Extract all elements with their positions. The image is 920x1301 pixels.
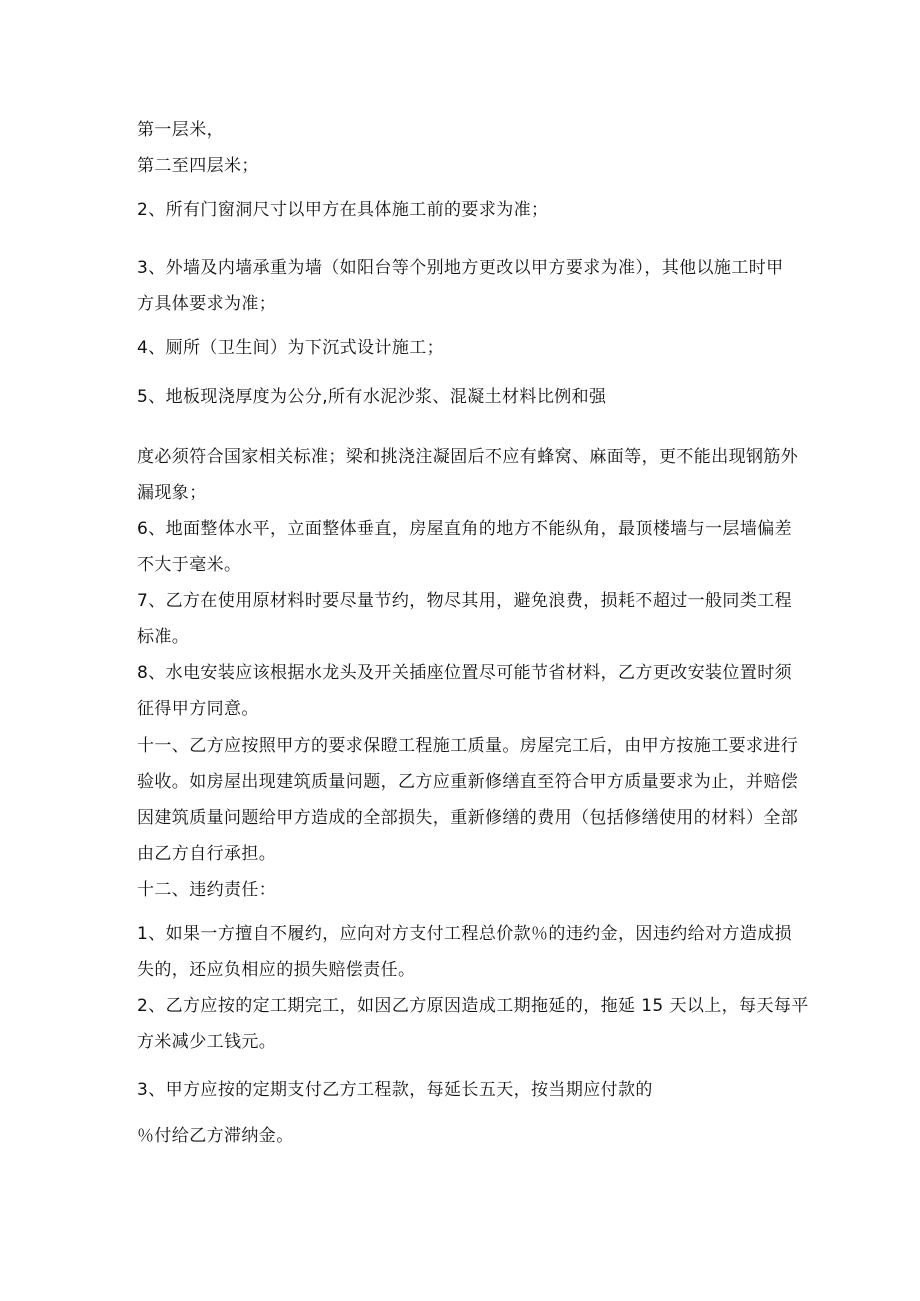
text-line-18: 因建筑质量问题给甲方造成的全部损失，重新修缮的费用（包括修缮使用的材料）全部 <box>137 808 799 828</box>
text-line-26: ％付给乙方滞纳金。 <box>137 1126 294 1146</box>
text-line-10: 6、地面整体水平，立面整体垂直，房屋直角的地方不能纵角，最顶楼墙与一层墙偏差 <box>137 519 793 539</box>
text-line-20: 十二、违约责任： <box>137 880 277 900</box>
text-line-21: 1、如果一方擅自不履约，应向对方支付工程总价款％的违约金，因违约给对方造成损 <box>137 924 793 944</box>
text-line-1: 第一层米， <box>137 120 224 140</box>
text-line-16: 十一、乙方应按照甲方的要求保瞪工程施工质量。房屋完工后，由甲方按施工要求进行 <box>137 736 799 756</box>
text-line-5: 方具体要求为准； <box>137 294 277 314</box>
text-line-24: 方米减少工钱元。 <box>137 1032 277 1052</box>
text-line-9: 漏现象； <box>137 483 207 503</box>
text-line-2: 第二至四层米； <box>137 156 259 176</box>
text-line-12: 7、乙方在使用原材料时要尽量节约，物尽其用，避免浪费，损耗不超过一般同类工程 <box>137 591 793 611</box>
text-line-3: 2、所有门窗洞尺寸以甲方在具体施工前的要求为准； <box>137 200 549 220</box>
text-line-25: 3、甲方应按的定期支付乙方工程款，每延长五天，按当期应付款的 <box>137 1080 653 1100</box>
text-line-11: 不大于毫米。 <box>137 555 242 575</box>
text-line-19: 由乙方自行承担。 <box>137 844 277 864</box>
text-line-14: 8、水电安装应该根据水龙头及开关插座位置尽可能节省材料，乙方更改安装位置时须 <box>137 663 793 683</box>
text-line-7: 5、地板现浇厚度为公分,所有水泥沙浆、混凝土材料比例和强 <box>137 387 607 407</box>
text-line-23: 2、乙方应按的定工期完工，如因乙方原因造成工期拖延的，拖延 15 天以上，每天每平 <box>137 996 809 1016</box>
text-line-4: 3、外墙及内墙承重为墙（如阳台等个别地方更改以甲方要求为准），其他以施工时甲 <box>137 258 784 278</box>
text-line-6: 4、厕所（卫生间）为下沉式设计施工； <box>137 338 445 358</box>
text-line-8: 度必须符合国家相关标准；梁和挑浇注凝固后不应有蜂窝、麻面等，更不能出现钢筋外 <box>137 447 799 467</box>
text-line-15: 征得甲方同意。 <box>137 699 259 719</box>
text-line-13: 标准。 <box>137 627 190 647</box>
text-line-22: 失的，还应负相应的损失赔偿责任。 <box>137 960 416 980</box>
text-line-17: 验收。如房屋出现建筑质量问题，乙方应重新修缮直至符合甲方质量要求为止，并赔偿 <box>137 772 799 792</box>
